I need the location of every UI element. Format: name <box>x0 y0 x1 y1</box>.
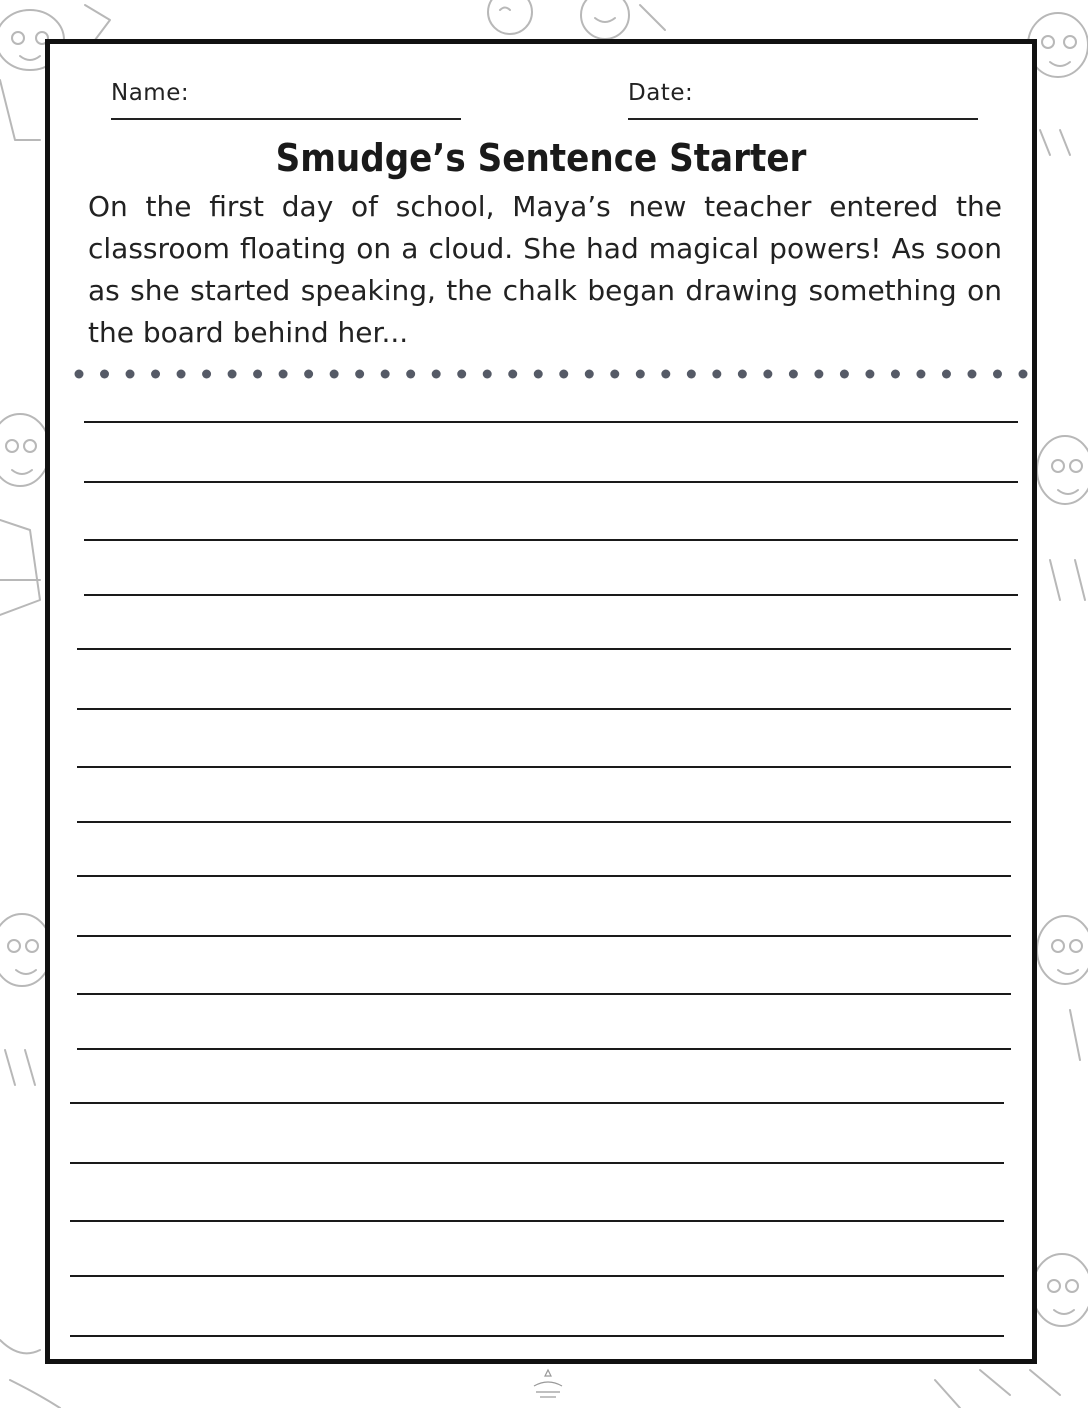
divider-dot <box>636 370 645 379</box>
smudge-character-icon <box>1028 13 1088 155</box>
writing-line[interactable] <box>84 539 1018 541</box>
writing-line[interactable] <box>70 1102 1004 1104</box>
divider-dot <box>916 370 925 379</box>
name-label: Name: <box>111 80 190 106</box>
writing-line[interactable] <box>70 1335 1004 1337</box>
date-line[interactable] <box>628 118 978 120</box>
divider-dot <box>151 370 160 379</box>
divider-dot <box>661 370 670 379</box>
writing-line[interactable] <box>77 875 1011 877</box>
name-line[interactable] <box>111 118 461 120</box>
divider-dot <box>585 370 594 379</box>
divider-dot <box>738 370 747 379</box>
divider-dot <box>75 370 84 379</box>
story-prompt: On the first day of school, Maya’s new teacher entered the classroom floating on a cloud. She had magical powers! As soon as she started speaking, the chalk began drawing something on the board behind her... <box>88 190 1002 349</box>
divider-dot <box>942 370 951 379</box>
publisher-logo-icon <box>520 1368 576 1400</box>
divider-dot <box>712 370 721 379</box>
writing-line[interactable] <box>77 993 1011 995</box>
divider-dot <box>483 370 492 379</box>
writing-line[interactable] <box>77 766 1011 768</box>
divider-dot <box>100 370 109 379</box>
divider-dot <box>253 370 262 379</box>
date-label: Date: <box>628 80 694 106</box>
divider-dot <box>508 370 517 379</box>
divider-dot <box>789 370 798 379</box>
writing-line[interactable] <box>84 481 1018 483</box>
worksheet-frame <box>45 39 1037 1364</box>
divider-dot <box>432 370 441 379</box>
writing-line[interactable] <box>77 648 1011 650</box>
divider-dot <box>534 370 543 379</box>
smudge-character-icon <box>1037 916 1088 1060</box>
divider-dot <box>457 370 466 379</box>
dotted-divider <box>74 364 1028 384</box>
divider-dot <box>355 370 364 379</box>
divider-dot <box>279 370 288 379</box>
divider-dot <box>228 370 237 379</box>
divider-dot <box>967 370 976 379</box>
smudge-character-icon <box>0 414 50 615</box>
writing-line[interactable] <box>70 1162 1004 1164</box>
divider-dot <box>840 370 849 379</box>
divider-dot <box>381 370 390 379</box>
divider-dot <box>406 370 415 379</box>
divider-dot <box>763 370 772 379</box>
writing-line[interactable] <box>84 594 1018 596</box>
writing-line[interactable] <box>77 935 1011 937</box>
smudge-character-icon <box>1030 1254 1088 1395</box>
writing-line[interactable] <box>77 821 1011 823</box>
divider-dot <box>891 370 900 379</box>
divider-dot <box>1019 370 1028 379</box>
divider-dot <box>865 370 874 379</box>
divider-dot <box>814 370 823 379</box>
smudge-character-icon <box>935 1370 1010 1408</box>
divider-dot <box>177 370 186 379</box>
divider-dot <box>993 370 1002 379</box>
divider-dot <box>687 370 696 379</box>
divider-dot <box>610 370 619 379</box>
writing-line[interactable] <box>77 1048 1011 1050</box>
page-title: Smudge’s Sentence Starter <box>275 136 807 180</box>
smudge-character-icon <box>488 0 665 39</box>
divider-dot <box>330 370 339 379</box>
smudge-character-icon <box>1037 436 1088 600</box>
writing-line[interactable] <box>84 421 1018 423</box>
divider-dot <box>126 370 135 379</box>
writing-line[interactable] <box>70 1220 1004 1222</box>
divider-dot <box>202 370 211 379</box>
divider-dot <box>559 370 568 379</box>
writing-line[interactable] <box>70 1275 1004 1277</box>
writing-line[interactable] <box>77 708 1011 710</box>
divider-dot <box>304 370 313 379</box>
